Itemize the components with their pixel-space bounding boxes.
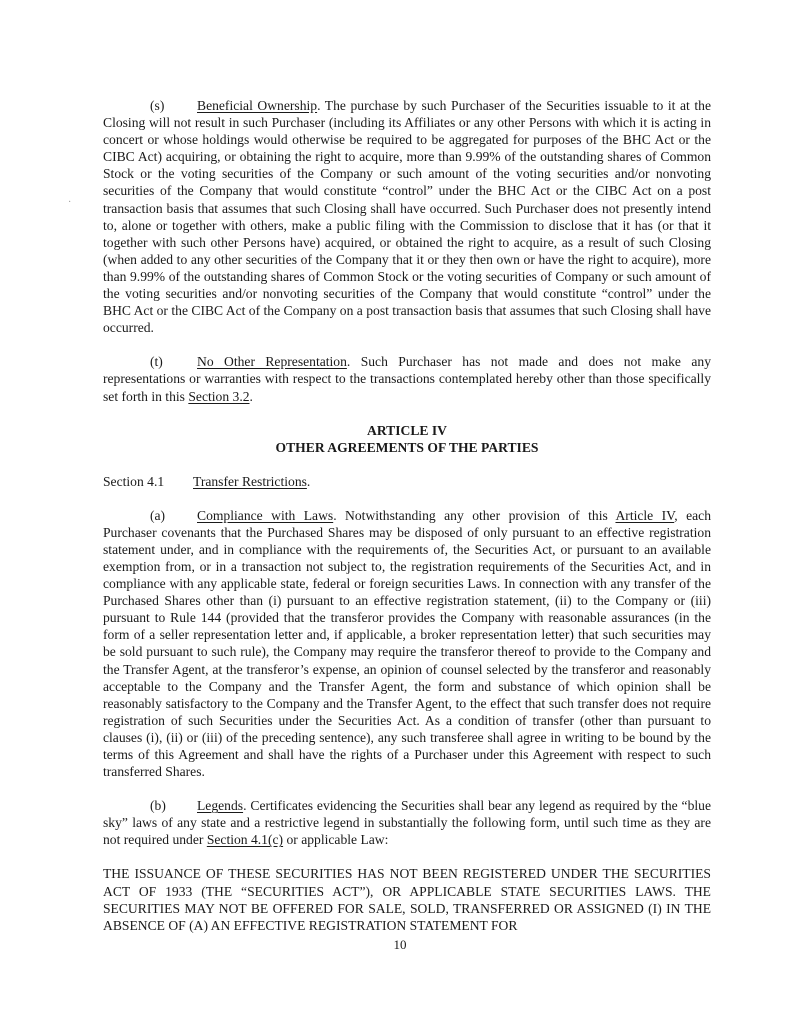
article-title: OTHER AGREEMENTS OF THE PARTIES [275,439,539,455]
paragraph-a [103,507,711,781]
article-heading [103,422,711,456]
section-title: Transfer Restrictions [193,473,307,489]
page-number: 10 [393,937,407,952]
section-number: Section 4.1 [103,473,165,489]
paragraph-a-label: (a) [150,507,166,523]
paragraph-b-text-before: . Certificates evidencing the Securities shall bear any legend as required by the “blue sky” laws of any state and a restrictive legend in substantially the following form, until such time as they are not required under [103,798,711,848]
paragraph-a-text-before: . Notwithstanding any other provision of this [333,507,616,523]
restrictive-legend-text: THE ISSUANCE OF THESE SECURITIES HAS NOT BEEN REGISTERED UNDER THE SECURITIES ACT OF 1933 (THE “SECURITIES ACT”), OR APPLICABLE STATE SECURITIES LAWS. THE SECURITIES MAY NOT BE OFFERED FOR SALE, SOLD, TRANSFERRED OR ASSIGNED (I) IN THE ABSENCE OF (A) AN EFFECTIVE REGISTRATION STATEMENT FOR [103,866,711,933]
paragraph-b-text-after: or applicable Law: [283,832,389,848]
paragraph-s [103,97,711,336]
paragraph-a-heading: Compliance with Laws [197,507,334,523]
paragraph-t [103,353,711,404]
paragraph-t-text-before: . Such Purchaser has not made and does not make any representations or warranties with respect to the transactions contemplated hereby other than those specifically set forth in this [103,354,711,404]
paragraph-t-label: (t) [150,354,163,370]
paragraph-b [103,797,711,848]
section-3-2-reference: Section 3.2 [188,388,250,404]
paragraph-b-label: (b) [150,798,166,814]
paragraph-s-text: . The purchase by such Purchaser of the Securities issuable to it at the Closing will not result in such Purchaser (including its Affiliates or any other Persons with which it is acting in concert or whose holdings would otherwise be required to be aggregated for purposes of the BHC Act or the CIBC Act) acquiring, or obtaining the right to acquire, more than 9.99% of the outstanding shares of Common Stock or the voting securities of the Company or such amount of the voting securities and/or nonvoting securities of the Company that would constitute “control” under the BHC Act or the CIBC Act on a post transaction basis that assumes that such Closing shall have occurred. Such Purchaser does not presently intend to, alone or together with others, make a public filing with the Commission to disclose that it has (or that it together with such other Persons have) acquired, or obtained the right to acquire, as a result of such Closing (when added to any other securities of the Company that it or they then own or have the right to acquire), more than 9.99% of the outstanding shares of Common Stock or the voting securities of Company or such amount of the voting securities and/or nonvoting securities of the Company that would constitute “control” under the BHC Act or the CIBC Act of the Company on a post transaction basis that assumes that such Closing shall have occurred. [103,98,711,336]
paragraph-s-heading: Beneficial Ownership [197,98,318,113]
paragraph-b-heading: Legends [197,798,244,814]
paragraph-t-heading: No Other Representation [197,354,347,370]
document-page [103,97,711,934]
paragraph-t-text-after: . [249,388,253,404]
paragraph-s-label: (s) [150,98,165,113]
paragraph-a-text-after: , each Purchaser covenants that the Purchased Shares may be disposed of only pursuant to an effective registration statement under, and in compliance with the requirements of, the Securities Act, or pursuant to an available exemption from, or in a transaction not subject to, the registration requirements of the Securities Act, and in compliance with any applicable state, federal or foreign securities Laws. In connection with any transfer of the Purchased Shares other than (i) pursuant to an effective registration statement, (ii) to the Company or (iii) pursuant to Rule 144 (provided that the transferor provides the Company with reasonable assurances (in the form of a seller representation letter and, if applicable, a broker representation letter) that such securities may be sold pursuant to such rule), the Company may require the transferor thereof to provide to the Company and the Transfer Agent, at the transferor’s expense, an opinion of counsel selected by the transferor and reasonably acceptable to the Company and the Transfer Agent, the form and substance of which opinion shall be reasonably satisfactory to the Company and the Transfer Agent, to the effect that such transfer does not require registration of such Securities under the Securities Act. As a condition of transfer (other than pursuant to clauses (i), (ii) or (iii) of the preceding sentence), any such transferee shall agree in writing to be bound by the terms of this Agreement and shall have the rights of a Purchaser under this Agreement with respect to such transferred Shares. [103,507,711,780]
section-4-1-c-reference: Section 4.1(c) [206,832,284,848]
scan-mark: · [68,197,72,208]
section-4-1-heading: Section 4.1 Transfer Restrictions. [103,473,311,489]
article-number: ARTICLE IV [367,422,447,438]
article-iv-reference: Article IV [615,507,675,523]
